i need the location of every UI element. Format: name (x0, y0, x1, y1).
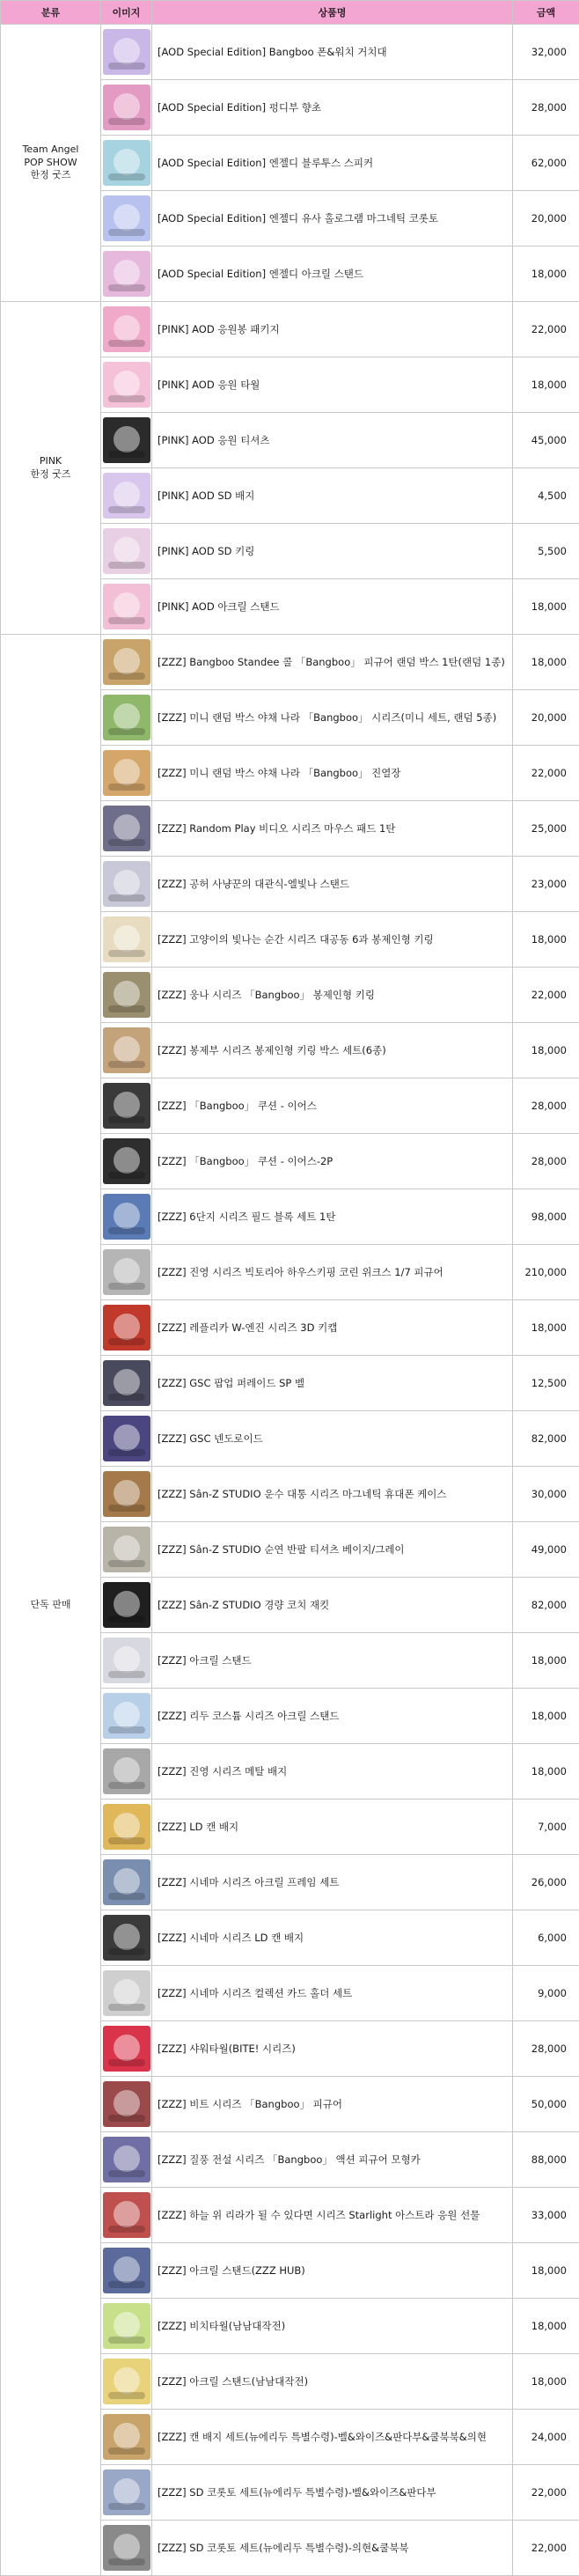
can-badge-icon (103, 1804, 150, 1850)
header-price: 금액 (513, 1, 579, 25)
image-cell (101, 857, 152, 912)
image-cell (101, 2410, 152, 2465)
product-name: [ZZZ] Sân-Z STUDIO 운수 대통 시리즈 마그네틱 휴대폰 케이스 (152, 1467, 513, 1522)
image-cell (101, 2465, 152, 2521)
product-name: [PINK] AOD 응원 티셔츠 (152, 413, 513, 468)
gift-set-icon (103, 2192, 150, 2238)
product-price: 28,000 (513, 2021, 579, 2077)
plush-keyring-icon (103, 972, 150, 1018)
image-cell (101, 1522, 152, 1578)
product-price: 33,000 (513, 2188, 579, 2243)
image-cell (101, 1578, 152, 1633)
header-category: 분류 (1, 1, 101, 25)
product-price: 26,000 (513, 1855, 579, 1910)
figure-icon (103, 2081, 150, 2127)
product-name: [ZZZ] SD 코롯토 세트(뉴에리두 특별수령)-벨&와이즈&판다부 (152, 2465, 513, 2521)
tshirt-icon (103, 1527, 150, 1572)
product-name: [ZZZ] GSC 넨도로이드 (152, 1411, 513, 1467)
image-cell (101, 968, 152, 1023)
product-name: [ZZZ] 진영 시리즈 메탈 배지 (152, 1744, 513, 1800)
image-cell (101, 2299, 152, 2354)
product-price: 20,000 (513, 191, 579, 247)
image-cell (101, 2188, 152, 2243)
image-cell (101, 1966, 152, 2021)
header-image: 이미지 (101, 1, 152, 25)
product-name: [ZZZ] Sân-Z STUDIO 경량 코치 재킷 (152, 1578, 513, 1633)
product-name: [ZZZ] 미니 랜덤 박스 야채 나라 「Bangboo」 진열장 (152, 746, 513, 801)
product-name: [ZZZ] Bangboo Standee 콜 「Bangboo」 피규어 랜덤 박스 1탄(랜덤 1종) (152, 635, 513, 690)
image-cell (101, 1189, 152, 1245)
product-price: 62,000 (513, 136, 579, 191)
product-name: [PINK] AOD 응원봉 패키지 (152, 302, 513, 357)
product-price: 28,000 (513, 80, 579, 136)
product-name: [AOD Special Edition] 엔젤디 아크릴 스탠드 (152, 247, 513, 302)
product-name: [PINK] AOD 응원 타월 (152, 357, 513, 413)
image-cell (101, 2521, 152, 2576)
image-cell (101, 357, 152, 413)
product-price: 18,000 (513, 912, 579, 968)
product-price: 18,000 (513, 635, 579, 690)
product-name: [ZZZ] 아크릴 스탠드 (152, 1633, 513, 1689)
product-name: [ZZZ] 비트 시리즈 「Bangboo」 피규어 (152, 2077, 513, 2132)
product-name: [ZZZ] 시네마 시리즈 아크릴 프레임 세트 (152, 1855, 513, 1910)
category-cell: PINK 한정 굿즈 (1, 302, 101, 635)
product-name: [ZZZ] Random Play 비디오 시리즈 마우스 패드 1탄 (152, 801, 513, 857)
image-cell (101, 136, 152, 191)
model-car-icon (103, 2137, 150, 2182)
product-price: 24,000 (513, 2410, 579, 2465)
product-price: 9,000 (513, 1966, 579, 2021)
product-price: 49,000 (513, 1522, 579, 1578)
product-name: [PINK] AOD SD 배지 (152, 468, 513, 524)
image-cell (101, 1467, 152, 1522)
product-name: [ZZZ] 시네마 시리즈 컬렉션 카드 홀더 세트 (152, 1966, 513, 2021)
image-cell (101, 1411, 152, 1467)
image-cell (101, 1078, 152, 1134)
product-name: [ZZZ] 공허 사냥꾼의 대관식-엘빛나 스탠드 (152, 857, 513, 912)
image-cell (101, 2132, 152, 2188)
image-cell (101, 247, 152, 302)
product-name: [ZZZ] 하늘 위 리라가 될 수 있다면 시리즈 Starlight 아스트라 응원 선물 (152, 2188, 513, 2243)
product-name: [ZZZ] 웅나 시리즈 「Bangboo」 봉제인형 키링 (152, 968, 513, 1023)
towel-icon (103, 362, 150, 408)
image-cell (101, 2354, 152, 2410)
cushion-icon (103, 1083, 150, 1129)
table-body (1, 25, 579, 2576)
mousepad-icon (103, 806, 150, 851)
product-price: 25,000 (513, 801, 579, 857)
product-price: 20,000 (513, 690, 579, 746)
keyring-icon (103, 528, 150, 574)
product-price: 18,000 (513, 1300, 579, 1356)
plush-box-icon (103, 1027, 150, 1073)
image-cell (101, 1910, 152, 1966)
product-name: [ZZZ] 샤워타월(BITE! 시리즈) (152, 2021, 513, 2077)
product-price: 28,000 (513, 1134, 579, 1189)
keycap-icon (103, 1305, 150, 1351)
acrylic-stand-icon (103, 584, 150, 629)
block-set-icon (103, 1194, 150, 1240)
image-cell (101, 635, 152, 690)
display-case-icon (103, 750, 150, 796)
image-cell (101, 2021, 152, 2077)
product-name: [PINK] AOD 아크릴 스탠드 (152, 579, 513, 635)
product-price: 23,000 (513, 857, 579, 912)
product-price: 18,000 (513, 579, 579, 635)
product-price: 22,000 (513, 2521, 579, 2576)
acrylic-stand-icon (103, 861, 150, 907)
product-price: 22,000 (513, 2465, 579, 2521)
image-cell (101, 1744, 152, 1800)
image-cell (101, 1855, 152, 1910)
tshirt-icon (103, 417, 150, 463)
figure-icon (103, 1360, 150, 1406)
product-price: 18,000 (513, 1689, 579, 1744)
acrylic-stand-icon (103, 1638, 150, 1683)
table-header-row (1, 1, 579, 25)
image-cell (101, 1300, 152, 1356)
product-price: 22,000 (513, 302, 579, 357)
product-price: 18,000 (513, 357, 579, 413)
can-badge-icon (103, 2414, 150, 2460)
product-price: 82,000 (513, 1578, 579, 1633)
phone-watch-stand-icon (103, 29, 150, 75)
image-cell (101, 912, 152, 968)
product-price: 98,000 (513, 1189, 579, 1245)
product-price: 18,000 (513, 1744, 579, 1800)
product-name: [AOD Special Edition] 펑디부 향초 (152, 80, 513, 136)
badge-icon (103, 1748, 150, 1794)
hologram-card-icon (103, 195, 150, 241)
product-price: 22,000 (513, 746, 579, 801)
acrylic-stand-icon (103, 2248, 150, 2293)
product-name: [ZZZ] 진영 시리즈 빅토리아 하우스키핑 코린 위크스 1/7 피규어 (152, 1245, 513, 1300)
image-cell (101, 524, 152, 579)
table-row (1, 25, 579, 80)
product-price: 4,500 (513, 468, 579, 524)
image-cell (101, 25, 152, 80)
card-holder-icon (103, 2469, 150, 2515)
phone-case-icon (103, 1471, 150, 1517)
image-cell (101, 1023, 152, 1078)
figure-icon (103, 1416, 150, 1461)
product-name: [ZZZ] 아크릴 스탠드(남남대작전) (152, 2354, 513, 2410)
product-price: 18,000 (513, 1633, 579, 1689)
image-cell (101, 579, 152, 635)
product-name: [AOD Special Edition] Bangboo 폰&워치 거치대 (152, 25, 513, 80)
image-cell (101, 2243, 152, 2299)
candle-icon (103, 85, 150, 130)
plush-keyring-icon (103, 916, 150, 962)
product-price: 32,000 (513, 25, 579, 80)
product-name: [ZZZ] LD 캔 배지 (152, 1800, 513, 1855)
table-row (1, 302, 579, 357)
product-price: 82,000 (513, 1411, 579, 1467)
product-name: [ZZZ] 캔 배지 세트(뉴에리두 특별수령)-벨&와이즈&판다부&쿨북북&의현 (152, 2410, 513, 2465)
product-price: 18,000 (513, 2354, 579, 2410)
product-price: 18,000 (513, 247, 579, 302)
lightstick-icon (103, 306, 150, 352)
acrylic-stand-icon (103, 1693, 150, 1739)
header-name: 상품명 (152, 1, 513, 25)
image-cell (101, 468, 152, 524)
acrylic-frame-icon (103, 1859, 150, 1905)
product-name: [ZZZ] 미니 랜덤 박스 야채 나라 「Bangboo」 시리즈(미니 세트, 랜덤 5종) (152, 690, 513, 746)
image-cell (101, 1633, 152, 1689)
product-price: 28,000 (513, 1078, 579, 1134)
image-cell (101, 80, 152, 136)
acrylic-stand-icon (103, 251, 150, 297)
product-name: [ZZZ] GSC 팝업 퍼레이드 SP 벨 (152, 1356, 513, 1411)
product-name: [ZZZ] Sân-Z STUDIO 순연 반팔 티셔츠 베이지/그레이 (152, 1522, 513, 1578)
product-price: 18,000 (513, 1023, 579, 1078)
image-cell (101, 191, 152, 247)
image-cell (101, 690, 152, 746)
figure-box-icon (103, 639, 150, 685)
product-name: [ZZZ] SD 코롯토 세트(뉴에리두 특별수령)-의현&쿨북북 (152, 2521, 513, 2576)
product-name: [PINK] AOD SD 키링 (152, 524, 513, 579)
image-cell (101, 1356, 152, 1411)
product-name: [ZZZ] 비치타월(남남대작전) (152, 2299, 513, 2354)
product-price: 88,000 (513, 2132, 579, 2188)
towel-icon (103, 2026, 150, 2072)
product-name: [ZZZ] 리두 코스튬 시리즈 아크릴 스탠드 (152, 1689, 513, 1744)
product-name: [AOD Special Edition] 엔젤디 유사 홀로그램 마그네틱 코롯토 (152, 191, 513, 247)
image-cell (101, 746, 152, 801)
product-name: [ZZZ] 질풍 전설 시리즈 「Bangboo」 액션 피규어 모형카 (152, 2132, 513, 2188)
towel-icon (103, 2303, 150, 2349)
product-price: 18,000 (513, 2299, 579, 2354)
image-cell (101, 1800, 152, 1855)
figure-icon (103, 1249, 150, 1295)
can-badge-icon (103, 1915, 150, 1961)
badge-icon (103, 473, 150, 519)
product-price: 45,000 (513, 413, 579, 468)
category-cell: 단독 판매 (1, 635, 101, 2576)
table-row (1, 635, 579, 690)
card-holder-icon (103, 2525, 150, 2571)
image-cell (101, 1134, 152, 1189)
image-cell (101, 2077, 152, 2132)
image-cell (101, 302, 152, 357)
image-cell (101, 1245, 152, 1300)
product-name: [ZZZ] 봉제부 시리즈 봉제인형 키링 박스 세트(6종) (152, 1023, 513, 1078)
product-price: 22,000 (513, 968, 579, 1023)
product-name: [ZZZ] 고양이의 빛나는 순간 시리즈 대공동 6과 봉제인형 키링 (152, 912, 513, 968)
product-price: 50,000 (513, 2077, 579, 2132)
image-cell (101, 413, 152, 468)
product-name: [ZZZ] 6단지 시리즈 필드 블록 세트 1탄 (152, 1189, 513, 1245)
product-name: [ZZZ] 레플리카 W-엔진 시리즈 3D 키캡 (152, 1300, 513, 1356)
product-name: [ZZZ] 시네마 시리즈 LD 캔 배지 (152, 1910, 513, 1966)
figure-box-icon (103, 695, 150, 740)
product-price: 6,000 (513, 1910, 579, 1966)
product-price: 5,500 (513, 524, 579, 579)
card-holder-icon (103, 1970, 150, 2016)
product-name: [ZZZ] 「Bangboo」 쿠션 - 이어스 (152, 1078, 513, 1134)
image-cell (101, 801, 152, 857)
speaker-icon (103, 140, 150, 186)
image-cell (101, 1689, 152, 1744)
product-price: 18,000 (513, 2243, 579, 2299)
acrylic-stand-icon (103, 2359, 150, 2404)
product-price: 12,500 (513, 1356, 579, 1411)
jacket-icon (103, 1582, 150, 1628)
product-name: [ZZZ] 아크릴 스탠드(ZZZ HUB) (152, 2243, 513, 2299)
product-price: 30,000 (513, 1467, 579, 1522)
product-name: [AOD Special Edition] 엔젤디 블루투스 스피커 (152, 136, 513, 191)
product-price: 7,000 (513, 1800, 579, 1855)
cushion-icon (103, 1138, 150, 1184)
product-price: 210,000 (513, 1245, 579, 1300)
product-name: [ZZZ] 「Bangboo」 쿠션 - 이어스-2P (152, 1134, 513, 1189)
category-cell: Team Angel POP SHOW 한정 굿즈 (1, 25, 101, 302)
